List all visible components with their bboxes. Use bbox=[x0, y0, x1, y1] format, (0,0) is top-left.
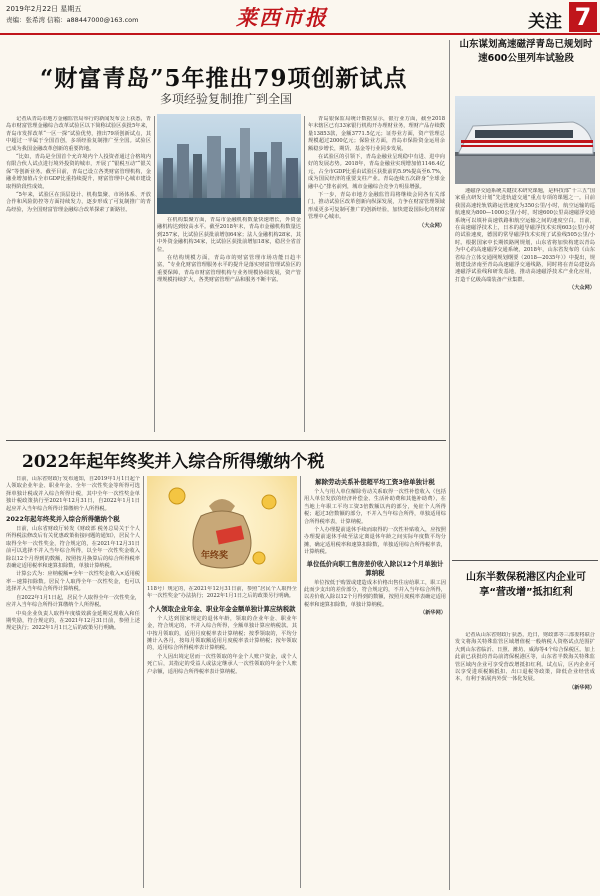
maglev-byline: （大众网） bbox=[569, 285, 595, 292]
lead-para2: “比如，青岛是全国首个允许境内个人投资者通过合格境内有限合伙人试点进行境外投资的城市，开展了“银税互动”“银关保”等创新业务。截至目前，青岛已设立各类财富管理机构，金融业增加值占全市GDP比重持续提升，财富管理中心城市建设取得阶段性成效。 bbox=[6, 154, 151, 190]
tax-para3: 自2022年1月1日起，居民个人取得全年一次性奖金，应并入当年综合所得计算缴纳个人所得税。 bbox=[6, 594, 140, 609]
tax-col2 bbox=[147, 586, 297, 890]
tax-subhead-2: 个人领取企业年金、职业年金金额单独计算应纳税款 bbox=[148, 604, 296, 613]
masthead-date: 2019年2月22日 星期五 bbox=[6, 5, 82, 13]
lead-para3: “5年来，试验区在顶层设计、机构集聚、市场体系、开放合作和风险防控等方面持续发力，逐步形成了可复制推广的青岛经验，为全国财富管理金融综合改革探索了新路径。 bbox=[6, 192, 151, 213]
bonded-zone-body bbox=[455, 632, 595, 890]
tax-col3 bbox=[304, 476, 446, 890]
lead-col2 bbox=[157, 217, 301, 432]
bonded-zone-body-text: 记者从山东省财政厅获悉，近日，财政部等三部委将联合发文将海关特殊监管区域增值税一般纳税人资格试点范围扩大到山东省临沂、日照、潍坊、威海等4个综合保税区。加上此前已获批的青岛前湾保税港区等，山东省半数海关特殊监管区域内企业可享受营改增抵扣红利。试点后，区内企业可以享受进项税额抵扣、出口退税等政策，降低企业经营成本，有利于拓展内外贸一体化发展。 bbox=[455, 632, 595, 683]
lead-para5: 在结构规模方面，青岛市的财富管理市场功能日趋丰富，“专业化财富管理服务水平的提升是落实财富管理试验区的重要保障，青岛市财富管理机构与业务规模协调发展，资产管理规模持续扩大，各类财富管理产品和服务不断丰富。 bbox=[157, 255, 301, 284]
tax-intro: 日前，山东省财政厅发布通知，自2019年1月1日起个人领取企业年金、职业年金、全年一次性奖金等所得可选择单独计税或并入综合所得计税，其中全年一次性奖金单独计税政策执行至2021年12月31日，自2022年1月1日起应并入当年综合所得计算缴纳个人所得税。 bbox=[6, 476, 140, 512]
lead-para6: 青岛银保监局统计数据显示，银行业方面，截至2018年末辖区已有33家银行机构开办理财业务，理财产品存续数量13853款，金额3771.5亿元；证券业方面，资产管理总规模超过2000亿元；保险业方面，青岛市保险资金运用余额稳步增长，期货、基金等行业同步发展。 bbox=[308, 116, 445, 152]
lead-subhead: 多项经验复制推广到全国 bbox=[160, 92, 293, 106]
lead-col3 bbox=[308, 116, 445, 432]
maglev-train-photo bbox=[455, 96, 595, 184]
tax-subhead-3: 解除劳动关系补偿超平均工资3倍单独计税 bbox=[315, 478, 435, 486]
tax-para8: 个人办理提前退休手续而取得的一次性补贴收入，应按照办理提前退休手续至法定离退休年龄之间实际年度数平均分摊，确定适用税率和速算扣除数，单独适用综合所得税率表，计算纳税。 bbox=[304, 527, 446, 556]
tax-para7: 个人与用人单位解除劳动关系取得一次性补偿收入（包括用人单位发放的经济补偿金、生活补助费和其他补助费），在当地上年职工平均工资3倍数额以内的部分，免征个人所得税；超过3倍数额的部分，不并入当年综合所得，单独适用综合所得税率表，计算纳税。 bbox=[304, 489, 446, 525]
tax-para2: 计算公式为：应纳税额=全年一次性奖金收入×适用税率－速算扣除数。居民个人取得全年一次性奖金，也可以选择并入当年综合所得计算纳税。 bbox=[6, 571, 140, 593]
masthead-rule bbox=[0, 33, 600, 35]
city-skyline-photo bbox=[157, 114, 301, 214]
bonded-zone-headline: 山东半数保税港区内企业可享“营改增”抵扣红利 bbox=[466, 572, 586, 598]
tax-byline: （新华网） bbox=[420, 610, 446, 617]
lead-para1: 记者从青岛市地方金融监管局举行的新闻发布会上获悉，青岛市财富管理金融综合改革试验区以下简称试验区获批5年来，青岛市发挥改革“一区一探”试验优势，推出79项创新试点，其中超过一半属于全国首创，多项经验复制推广至全国。试验区已成为我国金融改革创新的重要阵地。 bbox=[6, 116, 151, 152]
tax-col1 bbox=[6, 476, 140, 890]
maglev-headline: 山东谋划高速磁浮青岛已规划时速600公里列车试验段 bbox=[459, 39, 593, 64]
masthead bbox=[0, 0, 600, 34]
year-end-bonus-illustration bbox=[147, 476, 297, 582]
lead-headline: “财富青岛”5年推出79项创新试点 bbox=[40, 65, 408, 92]
tax-para5: 个人达到国家规定的退休年龄，领取的企业年金、职业年金，符合规定的，不并入综合所得，全额单独计算应纳税款。其中按月领取的，适用月度税率表计算纳税；按季领取的，平均分摊计入各月，按每月领取额适用月度税率表计算纳税；按年领取的，适用综合所得税率表计算纳税。 bbox=[147, 615, 297, 652]
tax-para4: 中央企业负责人取得年度绩效薪金延期兑现收入和任期奖励，符合规定的，在2021年12月31日前，参照上述规定执行；2022年1月1日之后的政策另行明确。 bbox=[6, 610, 140, 632]
tax-headline: 2022年起年终奖并入综合所得缴纳个税 bbox=[22, 452, 325, 472]
maglev-body bbox=[455, 188, 595, 544]
paper-name-logo: 莱西市报 bbox=[236, 5, 328, 30]
tax-para6: 个人因出境定居而一次性领取的年金个人账户资金，或个人死亡后，其指定的受益人或法定继承人一次性领取的年金个人账户余额，适用综合所得税率表计算纳税。 bbox=[147, 653, 297, 675]
section-title: 关注 bbox=[528, 12, 562, 32]
masthead-editor: 责编：张希湾 信箱：a88447000@163.com bbox=[6, 16, 139, 24]
bonded-zone-byline: （新华网） bbox=[569, 684, 595, 691]
lead-para8: 下一步，青岛市地方金融监管局将继续会同各有关部门，推动试验区改革创新向纵深发展，力争在财富管理领域形成更多可复制可推广的创新经验，加快建设国际化的财富管理中心城市。 bbox=[308, 192, 445, 221]
page-number-badge: 7 bbox=[569, 2, 597, 32]
lead-col1 bbox=[6, 116, 151, 434]
tax-subhead-4: 单位低价向职工售房差价收入除以12个月单独计算纳税 bbox=[306, 559, 444, 577]
maglev-body-text: 速磁浮交通系统关键技术研究课题，是科技部“十三五”国家重点研发计划“先进轨道交通”重点专项的课题之一。目前我国高速轮轨铁路运营速度为350公里/小时，航空运输的巡航速度为800—1000公里/小时，时速600公里高速磁浮交通系统可以填补高速铁路和航空运输之间的速度空白。日前，在高速磁浮技术上，日本的超导磁浮技术实现603公里/小时的试验速度，德国的常导磁浮技术实现了试验线505公里/小时。根据国家中长期铁路网规划，山东省将加快构建以青岛为中心的高速磁浮交通系统，2018年，山东省发布的《山东省综合立体交通网规划纲要（2018—2035年）》中提出，规划建设济南至青岛高速磁浮交通线路，同时将在青岛建设高速磁浮试验线和研发基地，推动高速磁浮技术产业化应用，打造千亿级高端装备产业集群。 bbox=[455, 188, 595, 283]
bonus-label: 年终奖 bbox=[201, 551, 229, 561]
tax-subhead-1: 2022年起年终奖并入综合所得缴纳个税 bbox=[6, 515, 120, 524]
tax-para1: 日前，山东省财政厅转发《财政部 税务总局关于个人所得税法修改后有关优惠政策衔接问题的通知》，居民个人取得全年一次性奖金，符合规定的，在2021年12月31日前可以选择不并入当年综合所得，以全年一次性奖金收入除以12个月得到的数额，按照按月换算后的综合所得税率表确定适用税率和速算扣除数，单独计算纳税。 bbox=[6, 526, 140, 570]
lead-para7: 在试验区的引领下，青岛金融业呈现稳中有进、进中向好的发展态势。2018年，青岛金融业实现增加值1146.4亿元，占全市GDP比重由试验区获批前的5.9%提高至6.7%，成为国民经济的重要支柱产业。青岛连续五次跻身“全球金融中心”排名前列，城市金融综合竞争力明显增强。 bbox=[308, 154, 445, 190]
tax-col2-top: 118号）规定的，在2021年12月31日前，参照“居民个人取得全年一次性奖金”办法执行；2022年1月1日之后的政策另行明确。 bbox=[147, 586, 297, 600]
lead-para4: 在机构集聚方面，青岛市金融机构数量快速增长，外资金融机构达到较高水平。截至2018年末，青岛市金融机构数量达到257家，比试验区获批前增加64家；法人金融机构28家，其中外资金融机构34家，比试验区获批前增加18家，稳居全省首位。 bbox=[157, 217, 301, 253]
lead-byline: （大众网） bbox=[419, 222, 445, 229]
tax-para9: 单位按低于购置或建造成本价格出售住房给职工，职工因此而少支出的差价部分，符合规定的，不并入当年综合所得，以差价收入除以12个月得到的数额，按照月度税率表确定适用税率和速算扣除数，单独计算纳税。 bbox=[304, 579, 446, 608]
